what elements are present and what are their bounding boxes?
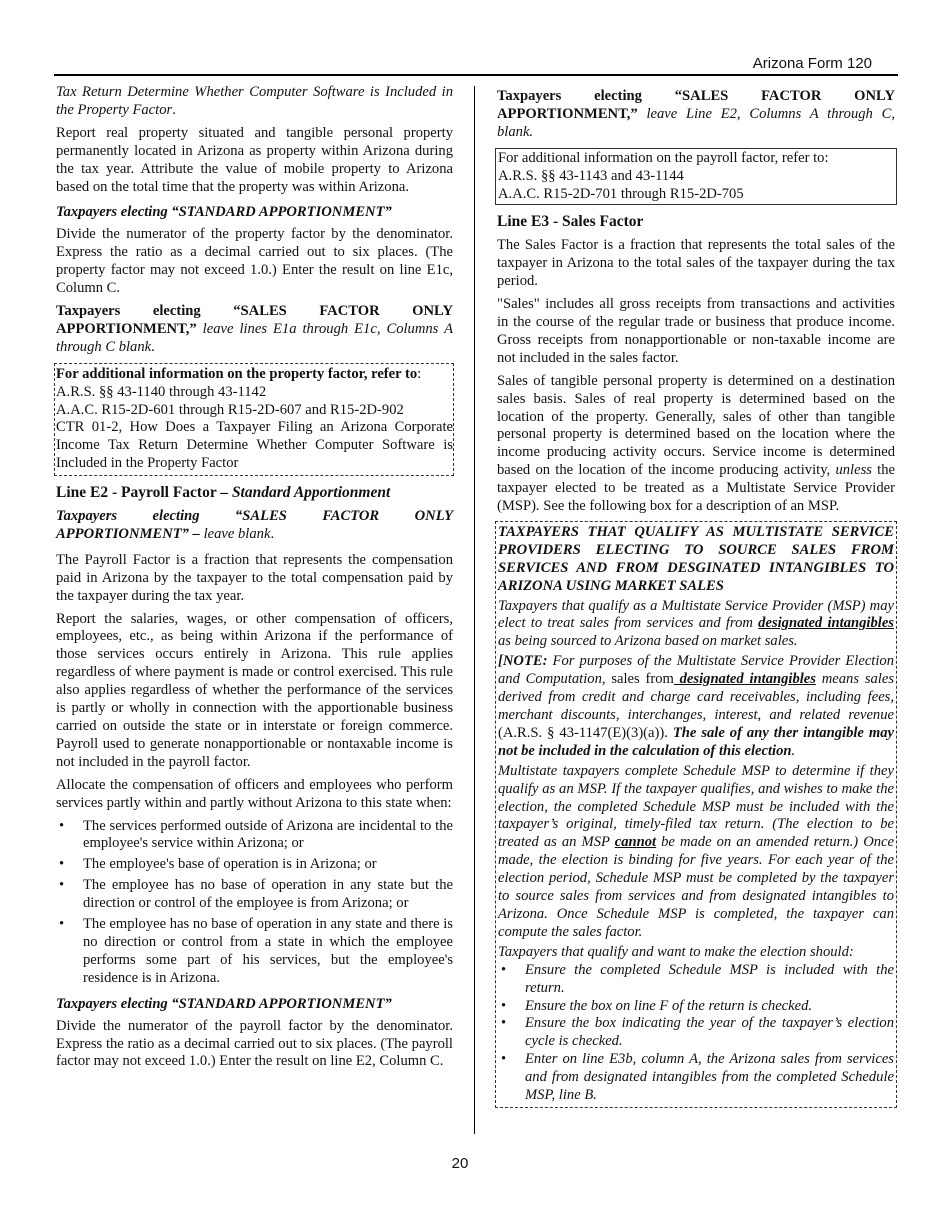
- msp-note-label: [NOTE:: [498, 653, 548, 670]
- sfoa3-bold-line: Taxpayers electing “SALES FACTOR ONLY: [497, 88, 895, 104]
- msp-note-text-a: For purposes of the Multistate Service Provider Election and Computation,: [498, 653, 894, 688]
- msp-note-reference: (A.R.S. § 43-1147(E)(3)(a)).: [498, 724, 668, 741]
- sales-includes-paragraph: "Sales" includes all gross receipts from transactions and activities in the course of the regular trade or business that produce income. Gross receipts from nonapportionable or non-taxable income are not included in the sales factor.: [497, 296, 895, 366]
- ctr-title: , How Does a Taxpayer Filing an Arizona Corporate Income Tax Return Determine Whether Computer Software is Included in the Property Factor: [56, 419, 454, 472]
- msp-p1-designated-intangibles: designated intangibles: [758, 615, 894, 632]
- allocate-paragraph: Allocate the compensation of officers and employees who perform services partly within and partly without Arizona to this state when:: [56, 776, 453, 811]
- msp-note-period: .: [791, 742, 796, 759]
- msp-note-designated-intangibles: designated intangibles: [673, 671, 816, 688]
- report-salaries-paragraph: Report the salaries, wages, or other compensation of officers, employees, etc., as being within Arizona if the performance of those services occurs entirely in Arizona. This rule applies regardless of where payment is made or control exercised. This rule also applies regardless of whether the performance of the services is partly or wholly in connection with the apportionable business carried on outside the state or in interstate or foreign commerce. Payroll used to generate nonapportionable or nontaxable income is not included in the payroll factor.: [56, 610, 453, 770]
- msp-note-bold: The sale of any ther intangible may not be included in the calculation of this election: [498, 724, 894, 759]
- tangible-unless: unless: [835, 462, 872, 479]
- payroll-definition-paragraph: The Payroll Factor is a fraction that represents the compensation paid in Arizona by the taxpayer to the total compensation paid by the taxpayer during the tax year.: [56, 551, 453, 604]
- msp-p1-text-a: Taxpayers that qualify as a Multistate Service Provider (MSP) may elect to treat sales from services and from: [498, 597, 894, 632]
- list-item: • The services performed outside of Arizona are incidental to the employee's service within Arizona; or: [56, 818, 453, 854]
- property-box-line-2: A.A.C. R15-2D-601 through R15-2D-607 and R15-2D-902: [56, 401, 404, 418]
- list-item: • Ensure the box indicating the year of the taxpayer’s election cycle is checked.: [498, 1015, 894, 1051]
- intro-period: .: [172, 101, 176, 118]
- payroll-factor-heading: [56, 484, 453, 502]
- payroll-box-line-1: For additional information on the payroll factor, refer to:: [498, 149, 829, 166]
- sfoa-italic-text: leave lines E1a through E1c, Columns A through C blank: [56, 320, 453, 355]
- ctr-number: CTR 01-2: [56, 419, 119, 436]
- sfoa3-italic-text: leave Line E2, Columns A through C, blank.: [497, 105, 895, 140]
- sales-factor-heading: Line E3 - Sales Factor: [497, 213, 644, 231]
- msp-paragraph-4: Taxpayers that qualify and want to make the election should:: [498, 943, 854, 960]
- msp-note-text-b: means sales derived from credit and charge card receivables, including fees, merchant discounts, interchanges, interest, and related revenue: [498, 671, 895, 723]
- msp-note-plain: sales from: [611, 671, 674, 688]
- sfoa-period: .: [151, 338, 155, 355]
- msp-p1-text-b: as being sourced to Arizona based on market sales.: [498, 633, 798, 650]
- intro-paragraph: [56, 84, 453, 120]
- sfoa2-bold-line-2: APPORTIONMENT” –: [56, 525, 200, 542]
- list-item: • The employee has no base of operation in any state but the direction or control of the employee is from Arizona; or: [56, 877, 453, 913]
- real-property-paragraph: Report real property situated and tangible personal property permanently located in Arizona as property within Arizona during the tax year. Attribute the value of mobile property to Arizona based on the total time that the property was within Arizona.: [56, 124, 453, 195]
- list-item: • The employee has no base of operation in any state and there is no direction or control from a state in which the employee performs some part of his services, but the employee's residence is in Arizona.: [56, 916, 453, 988]
- msp-bullet-list: [498, 962, 894, 1105]
- sales-factor-only-note-2: [56, 508, 453, 544]
- sales-factor-only-note-3: [497, 88, 895, 142]
- standard-apportionment-heading: Taxpayers electing “STANDARD APPORTIONMENT”: [56, 204, 392, 221]
- standard-apportionment-heading-2: Taxpayers electing “STANDARD APPORTIONMENT”: [56, 995, 392, 1012]
- payroll-reference-box: [495, 148, 897, 206]
- right-column: [497, 84, 895, 1108]
- sales-factor-only-note: [56, 303, 453, 357]
- msp-box-heading: TAXPAYERS THAT QUALIFY AS MULTISTATE SERVICE PROVIDERS ELECTING TO SOURCE SALES FROM SERVICES AND FROM DESGINATED INTANGIBLES TO ARIZONA USING MARKET SALES: [498, 523, 894, 594]
- payroll-box-line-3: A.A.C. R15-2D-701 through R15-2D-705: [498, 185, 744, 202]
- payroll-heading-text: Line E2 - Payroll Factor –: [56, 484, 232, 502]
- payroll-box-line-2: A.R.S. §§ 43-1143 and 43-1144: [498, 167, 684, 184]
- msp-note-paragraph: [498, 653, 894, 760]
- header-rule: [54, 74, 898, 76]
- left-column: [56, 84, 453, 1076]
- msp-election-box: [495, 521, 897, 1108]
- msp-p3-text-a: Multistate taxpayers complete Schedule MSP to determine if they qualify as an MSP. If the taxpayer qualifies, and wishes to make the election, the completed Schedule MSP must be included with the taxpayer’s original, timely-filed tax return. (The election to be treated as an MSP: [498, 762, 894, 851]
- divide-payroll-paragraph: Divide the numerator of the payroll factor by the denominator. Express the ratio as a decimal carried out to six places. (The payroll factor may not exceed 1.0.) Enter the result on line E2, Column C.: [56, 1017, 453, 1070]
- tangible-text-a: Sales of tangible personal property is determined on a destination sales basis. Sales of real property is determined based on the location of the property. Generally, sales of other than tangible personal property is determined based on the location where the income producing activity occurs. Service income is determined based on the location of the income producing activity,: [497, 372, 895, 479]
- property-box-line-3: [55, 419, 453, 473]
- property-box-title-text: For additional information on the property factor, refer to: [56, 365, 418, 382]
- property-reference-box: [54, 363, 454, 476]
- list-item: • Ensure the box on line F of the return is checked.: [498, 998, 894, 1016]
- msp-paragraph-3: [498, 763, 894, 942]
- page-number: 20: [451, 1155, 469, 1172]
- list-item: • The employee's base of operation is in Arizona; or: [56, 856, 453, 874]
- tangible-property-paragraph: [497, 373, 895, 516]
- tangible-text-b: the taxpayer elected to be treated as a Multistate Service Provider (MSP). See the following box for a description of an MSP.: [497, 462, 895, 515]
- property-box-line-1: A.R.S. §§ 43-1140 through 43-1142: [56, 383, 267, 400]
- divide-property-paragraph: Divide the numerator of the property factor by the denominator. Express the ratio as a decimal carried out to six places. (The property factor may not exceed 1.0.) Enter the result on line E1c, Column C.: [56, 226, 453, 297]
- form-title: Arizona Form 120: [752, 55, 872, 72]
- sfoa-bold-line: Taxpayers electing “SALES FACTOR ONLY: [56, 302, 453, 319]
- sfoa3-bold-line-2: APPORTIONMENT,”: [497, 105, 638, 122]
- property-box-title: [55, 366, 453, 384]
- list-item: • Ensure the completed Schedule MSP is included with the return.: [498, 962, 894, 998]
- sfoa-bold-line-2: APPORTIONMENT,”: [56, 320, 197, 337]
- msp-paragraph-1: [498, 598, 894, 652]
- sales-definition-paragraph: The Sales Factor is a fraction that represents the total sales of the taxpayer in Arizona to the total sales of the taxpayer during the tax period.: [497, 237, 895, 290]
- list-item: • Enter on line E3b, column A, the Arizona sales from services and from designated intangibles from the completed Schedule MSP, line B.: [498, 1051, 894, 1105]
- sfoa2-italic-text: leave blank: [199, 525, 271, 542]
- sfoa2-bold-line: Taxpayers electing “SALES FACTOR ONLY: [56, 508, 453, 525]
- msp-p3-cannot: cannot: [614, 834, 657, 851]
- intro-italic-text: Tax Return Determine Whether Computer Software is Included in the Property Factor: [56, 84, 453, 118]
- property-box-colon: :: [417, 365, 422, 382]
- sfoa2-period: .: [270, 525, 275, 542]
- allocation-bullet-list: [56, 818, 453, 988]
- payroll-heading-italic: Standard Apportionment: [231, 484, 391, 502]
- msp-p3-text-b: be made on an amended return.) Once made, the election is binding for five years. For each year of the election period, Schedule MSP must be completed by the taxpayer to source sales from services and from designated intangibles to Arizona. Once Schedule MSP is completed, the taxpayer can compute the sales factor.: [498, 834, 894, 940]
- column-divider: [474, 86, 475, 1134]
